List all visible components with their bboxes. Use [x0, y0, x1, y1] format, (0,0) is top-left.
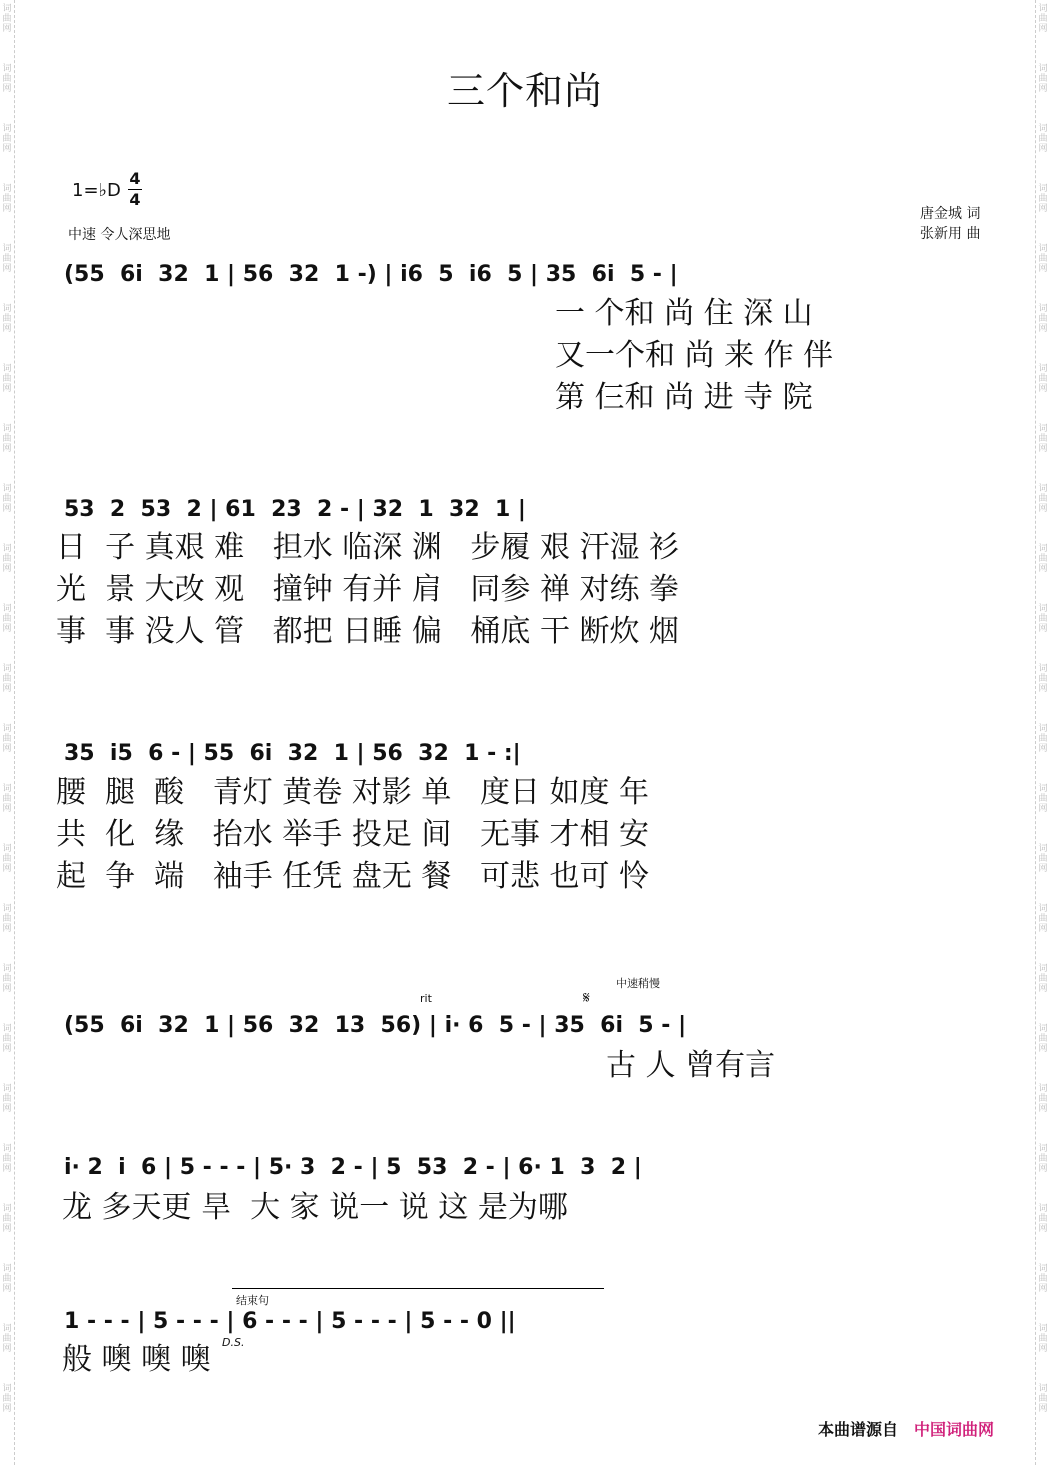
watermark-text: 词 曲 网	[1038, 1084, 1048, 1114]
watermark-text: 词 曲 网	[1038, 964, 1048, 994]
watermark-text: 词 曲 网	[2, 1204, 12, 1234]
watermark-text: 词 曲 网	[2, 4, 12, 34]
lyric-row-4: 古 人 曾有言	[606, 1048, 776, 1083]
watermark-text: 词 曲 网	[2, 844, 12, 874]
watermark-text: 词 曲 网	[1038, 1144, 1048, 1174]
watermark-text: 词 曲 网	[2, 364, 12, 394]
watermark-text: 词 曲 网	[2, 604, 12, 634]
lyric-row-1-verse-3: 第 仨和 尚 进 寺 院	[555, 380, 813, 415]
watermark-text: 词 曲 网	[2, 1084, 12, 1114]
tempo-change-mark: 中速稍慢	[616, 977, 660, 990]
watermark-text: 词 曲 网	[2, 1144, 12, 1174]
watermark-text: 词 曲 网	[2, 244, 12, 274]
footer	[818, 1417, 994, 1440]
source-text: 本曲谱源自	[818, 1420, 899, 1439]
rit-mark: rit	[420, 992, 432, 1005]
lyricist: 唐金城 词	[920, 206, 981, 222]
brand-link[interactable]: 中国词曲网	[914, 1420, 995, 1439]
watermark-text: 词 曲 网	[1038, 244, 1048, 274]
notes-row-6: 1 - - - | 5 - - - | 6 - - - | 5 - - - | 5 - - 0 ||	[64, 1309, 516, 1334]
time-signature: 4 4	[129, 169, 141, 209]
key-signature: 1=♭D	[72, 180, 121, 201]
lyric-row-5: 龙 多天更 旱 大 家 说一 说 这 是为哪	[62, 1190, 568, 1225]
left-watermark-strip	[0, 0, 15, 1465]
watermark-text: 词 曲 网	[2, 1324, 12, 1354]
watermark-text: 词 曲 网	[1038, 4, 1048, 34]
watermark-text: 词 曲 网	[1038, 904, 1048, 934]
watermark-text: 词 曲 网	[2, 904, 12, 934]
watermark-text: 词 曲 网	[1038, 424, 1048, 454]
notes-row-2: 53 2 53 2 | 61 23 2 - | 32 1 32 1 |	[64, 497, 526, 522]
watermark-text: 词 曲 网	[2, 484, 12, 514]
lyric-row-3-verse-2: 共 化 缘 抬水 举手 投足 间 无事 才相 安	[56, 817, 650, 852]
watermark-text: 词 曲 网	[1038, 724, 1048, 754]
watermark-text: 词 曲 网	[2, 124, 12, 154]
lyric-row-3-verse-1: 腰 腿 酸 青灯 黄卷 对影 单 度日 如度 年	[56, 775, 650, 810]
watermark-text: 词 曲 网	[2, 184, 12, 214]
notes-row-1: (55 6i 32 1 | 56 32 1 -) | i6 5 i6 5 | 35 6i 5 - |	[64, 262, 678, 287]
ds-mark: D.S.	[222, 1336, 245, 1349]
watermark-text: 词 曲 网	[1038, 1204, 1048, 1234]
lyric-row-2-verse-1: 日 子 真艰 难 担水 临深 渊 步履 艰 汗湿 衫	[56, 530, 680, 565]
segno-mark: 𝄋	[583, 988, 590, 1007]
right-watermark-strip	[1035, 0, 1050, 1465]
notes-row-4: (55 6i 32 1 | 56 32 13 56) | i· 6 5 - | 35 6i 5 - |	[64, 1013, 687, 1038]
watermark-text: 词 曲 网	[1038, 1384, 1048, 1414]
lyric-row-1-verse-2: 又一个和 尚 来 作 伴	[555, 338, 834, 373]
watermark-text: 词 曲 网	[1038, 364, 1048, 394]
credits	[920, 204, 980, 244]
lyric-row-6: 般 噢 噢 噢	[62, 1342, 211, 1377]
watermark-text: 词 曲 网	[1038, 184, 1048, 214]
tempo-marking: 中速 令人深思地	[68, 227, 171, 243]
notes-row-5: i· 2 i 6 | 5 - - - | 5· 3 2 - | 5 53 2 - | 6· 1 3 2 |	[64, 1155, 642, 1180]
watermark-text: 词 曲 网	[1038, 304, 1048, 334]
watermark-text: 词 曲 网	[2, 424, 12, 454]
watermark-text: 词 曲 网	[1038, 664, 1048, 694]
watermark-text: 词 曲 网	[1038, 1264, 1048, 1294]
watermark-text: 词 曲 网	[2, 304, 12, 334]
watermark-text: 词 曲 网	[2, 1384, 12, 1414]
watermark-text: 词 曲 网	[1038, 484, 1048, 514]
watermark-text: 词 曲 网	[2, 724, 12, 754]
watermark-text: 词 曲 网	[1038, 784, 1048, 814]
lyric-row-2-verse-3: 事 事 没人 管 都把 日睡 偏 桶底 干 断炊 烟	[56, 614, 680, 649]
watermark-text: 词 曲 网	[2, 544, 12, 574]
watermark-text: 词 曲 网	[2, 664, 12, 694]
watermark-text: 词 曲 网	[2, 1024, 12, 1054]
lyric-row-1-verse-1: 一 个和 尚 住 深 山	[555, 296, 813, 331]
watermark-text: 词 曲 网	[1038, 604, 1048, 634]
lyric-row-3-verse-3: 起 争 端 袖手 任凭 盘无 餐 可悲 也可 怜	[56, 859, 650, 894]
watermark-text: 词 曲 网	[1038, 1324, 1048, 1354]
composer: 张新用 曲	[920, 226, 981, 242]
lyric-row-2-verse-2: 光 景 大改 观 撞钟 有并 肩 同参 禅 对练 拳	[56, 572, 680, 607]
watermark-text: 词 曲 网	[2, 964, 12, 994]
watermark-text: 词 曲 网	[1038, 124, 1048, 154]
watermark-text: 词 曲 网	[1038, 544, 1048, 574]
watermark-text: 词 曲 网	[2, 64, 12, 94]
notes-row-3: 35 i5 6 - | 55 6i 32 1 | 56 32 1 - :|	[64, 741, 521, 766]
watermark-text: 词 曲 网	[2, 784, 12, 814]
ending-mark: 结束句	[236, 1294, 269, 1307]
watermark-text: 词 曲 网	[1038, 1024, 1048, 1054]
watermark-text: 词 曲 网	[1038, 844, 1048, 874]
watermark-text: 词 曲 网	[1038, 64, 1048, 94]
watermark-text: 词 曲 网	[2, 1264, 12, 1294]
song-title: 三个和尚	[446, 69, 603, 113]
ending-bracket	[232, 1288, 604, 1289]
